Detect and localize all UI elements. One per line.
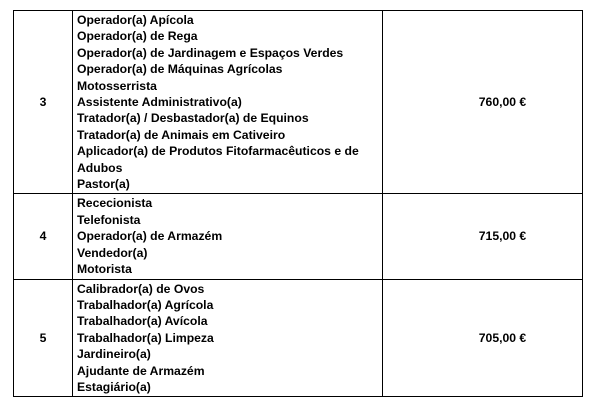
roles-cell [73,279,383,397]
level-cell: 4 [14,194,73,279]
role-item: Pastor(a) [77,177,130,192]
role-item: Tratador(a) / Desbastador(a) de Equinos [77,111,309,126]
table-row [14,194,583,279]
role-item: Motorista [77,262,132,277]
role-item: Operador(a) de Jardinagem e Espaços Verdes [77,45,344,60]
table-row [14,11,583,194]
salary-table-container [13,10,583,397]
role-item: Vendedor(a) [77,245,148,260]
role-item: Trabalhador(a) Agrícola [77,297,214,312]
role-item: Tratador(a) de Animais em Cativeiro [77,127,286,142]
role-item: Trabalhador(a) Avícola [77,314,208,329]
role-item: Rececionista [77,196,153,211]
role-item: Jardineiro(a) [77,347,151,362]
role-item: Adubos [77,160,123,175]
role-item: Telefonista [77,212,141,227]
amount-cell: 715,00 € [383,194,583,279]
role-item: Ajudante de Armazém [77,363,205,378]
salary-table [13,10,583,397]
amount-cell: 760,00 € [383,11,583,194]
roles-cell [73,11,383,194]
role-item: Estagiário(a) [77,379,151,394]
role-item: Trabalhador(a) Limpeza [77,330,214,345]
role-item: Operador(a) de Máquinas Agrícolas [77,62,283,77]
role-item: Operador(a) de Rega [77,29,198,44]
table-row [14,279,583,397]
role-item: Motosserrista [77,78,157,93]
roles-cell [73,194,383,279]
role-item: Operador(a) Apícola [77,13,194,27]
level-cell: 5 [14,279,73,397]
role-item: Operador(a) de Armazém [77,229,223,244]
level-cell: 3 [14,11,73,194]
amount-cell: 705,00 € [383,279,583,397]
role-item: Assistente Administrativo(a) [77,95,242,110]
role-item: Calibrador(a) de Ovos [77,281,205,296]
role-item: Aplicador(a) de Produtos Fitofarmacêuticos e de [77,144,359,159]
